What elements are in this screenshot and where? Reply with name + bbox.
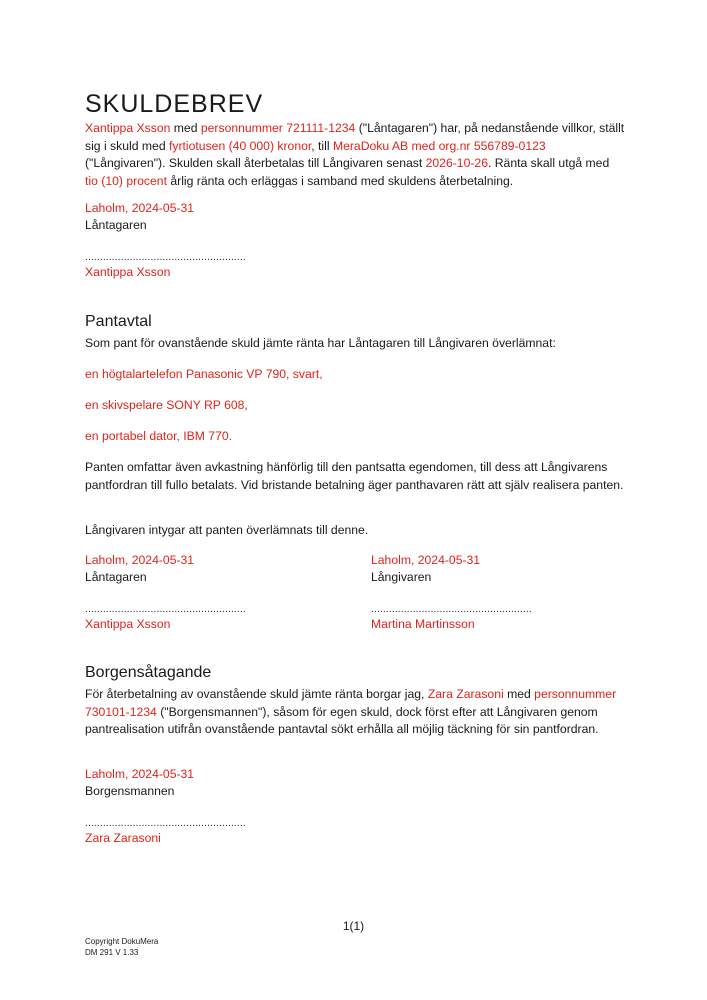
- loan-amount: fyrtiotusen (40 000) kronor: [169, 138, 312, 153]
- borgen-sig-place-date: Laholm, 2024-05-31: [85, 767, 195, 781]
- borrower-pnr: personnummer 721111-1234: [200, 121, 356, 135]
- pant-sig-left-role: Låntagaren: [85, 570, 147, 584]
- pant-sig-right-line: ......................................................: [371, 604, 532, 615]
- pantavtal-confirm: Långivaren intygar att panten överlämnats till denne.: [85, 523, 369, 537]
- borgen-sig-role: Borgensmannen: [85, 784, 175, 798]
- footer-copyright: Copyright DokuMera: [85, 937, 159, 946]
- pant-sig-left-place-date: Laholm, 2024-05-31: [85, 553, 195, 567]
- sig1-signature-line: ......................................................: [85, 252, 246, 263]
- sig1-name: Xantippa Xsson: [85, 265, 171, 279]
- due-date: 2026-10-26: [425, 156, 488, 170]
- pledge-item: en skivspelare SONY RP 608,: [85, 398, 248, 412]
- pantavtal-body: Panten omfattar även avkastning hänförlig till den pantsatta egendomen, till dess att Långivarens pantfordran till fullo betalats. Vid bristande betalning äger panthavaren rätt att själv realisera panten.: [85, 460, 624, 492]
- interest-rate: tio (10) procent: [85, 173, 167, 188]
- sig1-role: Låntagaren: [85, 218, 147, 232]
- borgen-heading: Borgensåtagande: [85, 664, 212, 681]
- pant-sig-right-place-date: Laholm, 2024-05-31: [371, 553, 481, 567]
- guarantor-name: Zara Zarasoni: [427, 687, 504, 701]
- borgen-sig-line: ......................................................: [85, 818, 246, 829]
- pledge-item: en portabel dator, IBM 770.: [85, 429, 233, 443]
- pantavtal-lead: Som pant för ovanstående skuld jämte ränta har Låntagaren till Långivaren överlämnat:: [85, 336, 556, 350]
- borgen-sig-name: Zara Zarasoni: [85, 831, 161, 845]
- pantavtal-heading: Pantavtal: [85, 313, 152, 330]
- footer: [85, 936, 158, 958]
- guarantor-pnr: personnummer 730101-1234: [85, 687, 617, 719]
- pledge-item: en högtalartelefon Panasonic VP 790, svart,: [85, 367, 323, 381]
- intro-paragraph: Xantippa Xsson med personnummer 721111-1234 ("Låntagaren") har, på nedanstående villkor, ställt sig i skuld med fyrtiotusen (40 000) kronor, till MeraDoku AB med org.nr 556789-0123 ("Långivaren"). Skulden skall återbetalas till Långivaren senast 2026-10-26. Ränta skall utgå med tio (10) procent årlig ränta och erläggas i samband med skuldens återbetalning.: [85, 121, 625, 188]
- lender-org: MeraDoku AB med org.nr 556789-0123: [332, 138, 546, 153]
- borrower-name: Xantippa Xsson: [85, 121, 171, 135]
- sig1-place-date: Laholm, 2024-05-31: [85, 201, 195, 215]
- pant-sig-right-role: Långivaren: [371, 570, 432, 584]
- page-number: 1(1): [342, 919, 365, 933]
- pant-sig-left-name: Xantippa Xsson: [85, 617, 171, 631]
- footer-doc-id: DM 291 V 1.33: [85, 948, 139, 957]
- document-title: SKULDEBREV: [85, 90, 264, 118]
- borgen-paragraph: För återbetalning av ovanstående skuld jämte ränta borgar jag, Zara Zarasoni med personnummer 730101-1234 ("Borgensmannen"), såsom för egen skuld, dock först efter att Långivaren genom pantrealisation utifrån ovanstående pantavtal sökt erhålla all möjlig täckning för sin pantfordran.: [85, 687, 617, 736]
- pant-sig-right-name: Martina Martinsson: [371, 617, 475, 631]
- pant-sig-left-line: ......................................................: [85, 604, 246, 615]
